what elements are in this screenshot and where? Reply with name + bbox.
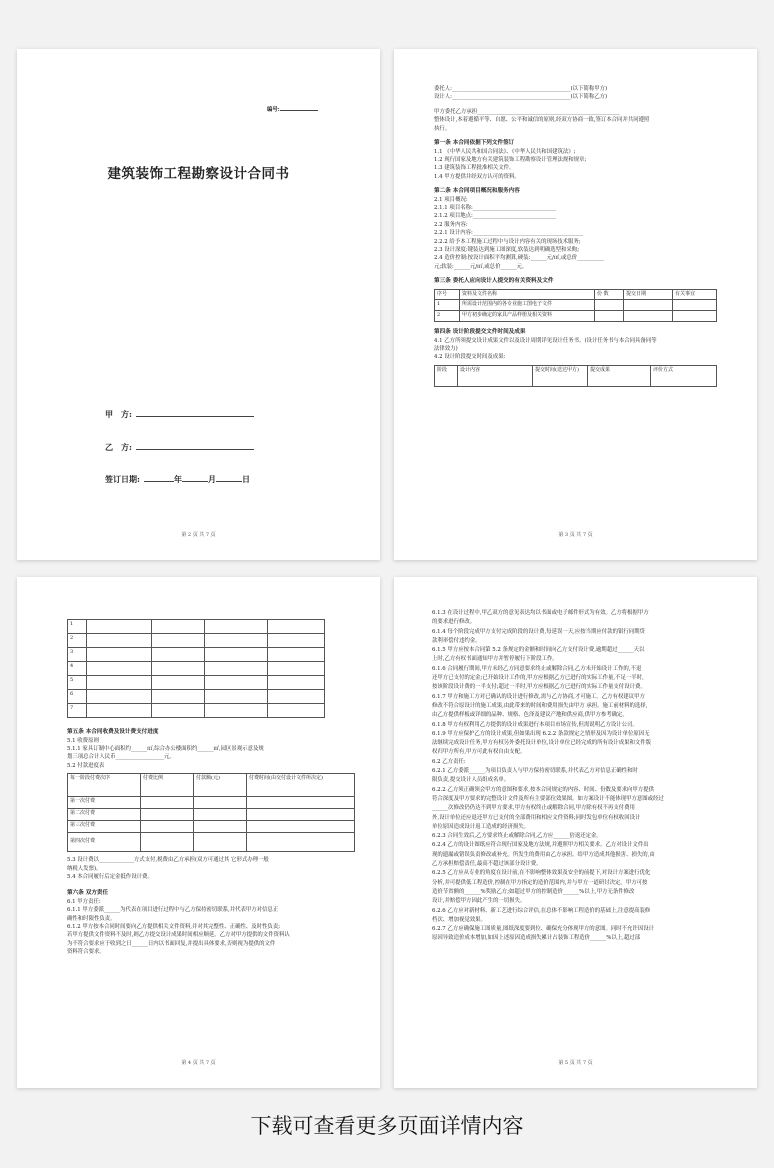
table-cell: 所需设计范围内的各专业施工图电子文件 — [460, 300, 595, 311]
text-line: 档次、增加视觉效果。 — [432, 916, 486, 923]
table-row — [68, 676, 325, 690]
table-cell — [87, 676, 152, 690]
text-line: 设计人:____________________________________________(以下简称乙方) — [434, 94, 608, 101]
payment-table — [67, 773, 355, 852]
table-cell: 1 — [435, 300, 460, 311]
table-cell: 甲方初步确定的家具产品样册及相关资料 — [460, 311, 595, 322]
table-row — [68, 690, 325, 704]
table-cell — [205, 676, 268, 690]
table-cell — [141, 797, 194, 809]
text-line: 6.1.8 甲方有权利用乙方提供的设计成果进行本项目市场宣传,但需说明乙方设计公司。 — [432, 721, 638, 728]
table-row — [435, 311, 717, 322]
table-cell — [673, 311, 717, 322]
table-cell — [673, 300, 717, 311]
text-line: 权归甲方所有,甲方可此有权自由支配。 — [432, 749, 526, 756]
table-cell — [141, 833, 194, 852]
text-line: 2.2.1 设计内容:_________________________________________ — [434, 230, 584, 237]
table-header-cell: 提交时间(送达甲方) — [533, 365, 588, 386]
text-line: 5.1.1 家具订制中心面积约______㎡,综合办公楼面积约______㎡,园区景观示意及规 — [67, 746, 264, 753]
table-cell — [141, 821, 194, 833]
table-cell — [205, 648, 268, 662]
table-row — [68, 809, 355, 821]
text-line: 乙方承担赔偿责任,最高不超过该部分设计费。 — [432, 861, 542, 868]
text-line: 6.1.9 甲方应保护乙方的设计成果,但如果出现 6.2.2 条款规定之情形及因为设计单位原因无 — [432, 730, 650, 737]
document-page-2 — [394, 49, 757, 560]
table-header-row — [68, 774, 355, 797]
text-line: 4.1 乙方所须提交设计成果文件以及设计周期详见设计任务书。(设计任务书与本合同具备同等 — [434, 337, 657, 344]
table-row — [68, 662, 325, 676]
table-header-cell: 序号 — [435, 289, 460, 300]
table-row — [68, 620, 325, 634]
text-line: 6.1.7 甲方和施工方对已确认的设计进行修改,需与乙方协商,才可施工。乙方有权建议甲方 — [432, 693, 645, 700]
text-line: 款利率偿付违约金。 — [432, 637, 481, 644]
text-line: 6.1.2 甲方按本合同时间要向乙方提供相关文件资料,并对其完整性、正确性、及时性负责; — [67, 924, 281, 931]
table-cell: 6 — [68, 690, 87, 704]
table-cell — [247, 809, 355, 821]
section-title: 第四条 设计阶段提交文件时间及成果 — [434, 328, 526, 335]
table-cell — [87, 662, 152, 676]
table-cell — [205, 634, 268, 648]
section-title: 第一条 本合同依据下列文件签订 — [434, 139, 515, 146]
table-cell: 2 — [68, 634, 87, 648]
section-title: 第六条 双方责任 — [67, 890, 109, 897]
text-line: 2.1.2 项目地点:_______________________________ — [434, 213, 557, 220]
table-header-cell: 付费时间(由交付设计文件所决定) — [247, 774, 355, 797]
text-line: 执行。 — [434, 125, 451, 132]
table-cell: 4 — [68, 662, 87, 676]
table-cell — [247, 833, 355, 852]
table-cell: 第三次付费 — [68, 821, 141, 833]
table-cell — [624, 300, 673, 311]
text-line: 6.1.1 甲方委派______为代表在项目进行过程中与乙方保持密切联系,并代表甲方对信息正 — [67, 907, 279, 914]
table-cell: 第一次付费 — [68, 797, 141, 809]
text-line: 1.4 甲方提供并经双方认可的资料。 — [434, 173, 520, 180]
text-line: ______次修改仍仍达不到甲方要求,甲方有权终止或解除合同,甲方除有权不再支付费用 — [432, 805, 635, 812]
text-line: 若甲方提供文件资料不及时,则乙方提交设计成果时间相应顺延。乙方对甲方提供的文件资料认 — [67, 932, 290, 939]
text-line: 6.2.4 乙方的设计图纸应符合现行国家及地方法规,并遵照甲方相关要求。乙方对设计文件出 — [432, 842, 649, 849]
table-cell — [595, 311, 624, 322]
text-line: 2.2 服务内容: — [434, 221, 468, 228]
table-cell: 5 — [68, 676, 87, 690]
table-row — [68, 833, 355, 852]
page3-body — [67, 619, 335, 957]
text-line: 2.3 设计深度:键装达到施工图深度,软装达到明确选型和采购; — [434, 246, 580, 253]
table-cell: 7 — [68, 704, 87, 718]
table-cell — [152, 704, 205, 718]
table-cell — [268, 648, 325, 662]
text-line: 6.1 甲方责任: — [67, 898, 101, 905]
text-line: 4.2 设计阶段提交时间及成果: — [434, 354, 506, 361]
table-cell — [87, 690, 152, 704]
table-cell — [152, 634, 205, 648]
text-line: 6.2 乙方责任: — [432, 758, 466, 765]
table-cell — [152, 690, 205, 704]
stage-table-continued — [67, 619, 325, 718]
document-page-3 — [17, 577, 380, 1088]
text-line: 划三项总合计人民币__________________元。 — [67, 754, 175, 761]
text-line: 外,设计单位还应退还甲方已支付的全部费用和相应文件资料;同时发包单位有权收回设计 — [432, 814, 641, 821]
table-cell — [152, 648, 205, 662]
section-title: 第五条 本合同收费及设计费支付进度 — [67, 729, 159, 735]
table-cell — [268, 662, 325, 676]
table-cell — [141, 809, 194, 821]
table-row — [435, 300, 717, 311]
table-cell — [595, 300, 624, 311]
text-line: 纳税人发票)。 — [67, 865, 102, 872]
page-footer: 第 5 页 共 7 页 — [558, 1060, 593, 1066]
table-row — [68, 704, 325, 718]
table-cell — [205, 690, 268, 704]
table-cell: 2 — [435, 311, 460, 322]
section-title: 第二条 本合同项目概况和服务内容 — [434, 188, 520, 195]
text-line: 6.2.7 乙方应确保施工图质量,图纸深度要到位、确保充分体现甲方的意图。同时不允许因设计 — [432, 926, 654, 933]
page-footer: 第 4 页 共 7 页 — [181, 1060, 216, 1066]
text-line: 法律效力) — [434, 346, 458, 352]
page-footer: 第 3 页 共 7 页 — [558, 532, 593, 538]
table-cell — [194, 833, 247, 852]
text-line: 5.3 设计费以_____________方式支付,税费由乙方承担(双方可通过其 它形式办理一般 — [67, 857, 269, 864]
text-line: 单位原因造成设计返工造成的经济损失。 — [432, 823, 530, 830]
table-cell — [268, 676, 325, 690]
table-cell — [268, 634, 325, 648]
table-cell — [87, 620, 152, 634]
table-cell — [87, 704, 152, 718]
table-header-cell: 提交日期 — [624, 289, 673, 300]
table-cell — [205, 662, 268, 676]
table-header-cell: 提交成果 — [588, 365, 651, 386]
text-line: 分析,并可提供低工程造价,控制在甲方指定的造价范围内,并与甲方一道研讨决定。甲方可按 — [432, 879, 648, 886]
text-line: 2.2.2 给予本工程施工过程中与设计内容有关的现场技术服务; — [434, 238, 581, 245]
download-more-prompt[interactable]: 下载可查看更多页面详情内容 — [250, 1114, 524, 1138]
table-cell — [152, 676, 205, 690]
text-line: 甲方委托乙方承担_____________________________________________________ — [434, 108, 620, 115]
text-line: 元;软装:______元/㎡,或总价______元。 — [434, 263, 528, 270]
table-cell — [247, 821, 355, 833]
text-line: 现的遗漏或错误负责修改或补充。所发生的费用由乙方承担。给甲方造成其他损害、损失的,由 — [432, 851, 655, 858]
text-line: 6.1.3 在设计过程中,甲乙双方的意见表达均以书面或电子邮件形式为有效。乙方将根据甲方 — [432, 610, 649, 616]
table-header-cell: 设计内容 — [458, 365, 533, 386]
text-line: 委托人:____________________________________________(以下简称甲方) — [434, 86, 608, 92]
text-line: 1.1 《中华人民共和国合同法》、《中华人民共和国建筑法》; — [434, 148, 576, 155]
text-line: 确性和时限性负责。 — [67, 915, 116, 922]
table-cell — [624, 311, 673, 322]
text-line: 上时,乙方有权书面通知甲方并暂停履行下阶段工作。 — [432, 656, 558, 663]
text-line: 6.1.5 甲方应按本合同第 5.2 条规定的金额和时间向乙方支付设计费,逾期超过______天以 — [432, 647, 645, 654]
table-row — [68, 648, 325, 662]
text-line: 1.3 建筑装饰工程批准相关文件。 — [434, 165, 515, 172]
section-title: 第三条 委托人应向设计人提交的有关资料及文件 — [434, 278, 554, 285]
party-b-row — [105, 442, 254, 453]
table-cell — [205, 704, 268, 718]
table-header-cell: 付费比例 — [141, 774, 194, 797]
text-line: 1.2 现行国家及地方有关建筑装饰工程勘察设计管理法规和规章; — [434, 156, 587, 163]
table-cell — [194, 821, 247, 833]
table-header-cell: 每一阶段付费次序 — [68, 774, 141, 797]
table-cell — [152, 620, 205, 634]
sign-date-row — [105, 474, 250, 485]
table-cell — [205, 620, 268, 634]
text-line: 6.2.2 乙方须正确领会甲方的意图和要求,按本合同规定的内容、时间、份数及要求向甲方提供 — [432, 786, 654, 793]
text-line: 6.1.4 每个阶段完成甲方支付完成阶段的设计费,每延误一天,应按当期应付款的银行同期贷 — [432, 628, 645, 635]
page-title: 建筑装饰工程勘察设计合同书 — [107, 166, 290, 182]
party-a-label: 甲 方: — [105, 409, 132, 419]
document-page-4 — [394, 577, 757, 1088]
table-header-cell: 评价方式 — [651, 365, 717, 386]
table-cell — [268, 704, 325, 718]
table-cell — [268, 620, 325, 634]
text-line: 符合深度及甲方要求的完整设计文件及所有主要部位效果图。如方案设计不能体现甲方意图或经过 — [432, 795, 664, 802]
document-page-cover — [17, 49, 380, 560]
text-line: 法继续完成设计任务,甲方有权另外委托设计单位,设计单位已经完成的所有设计成果和文件版 — [432, 740, 652, 747]
table-cell — [87, 648, 152, 662]
text-line: 由乙方提供样板或详细的品种、规格、色泽及建议产地和供应商,供甲方参考确定。 — [432, 712, 628, 719]
text-line: 限负责,提交设计人员组成名单。 — [432, 777, 510, 784]
page4-body — [432, 609, 724, 944]
table-cell — [87, 634, 152, 648]
table-header-cell: 付款额(元) — [194, 774, 247, 797]
text-line: 按该阶段设计费的一半支付;超过一半时,甲方应根据乙方已进行的实际工作量支付设计费。 — [432, 684, 646, 691]
page-footer: 第 2 页 共 7 页 — [181, 532, 216, 538]
table-header-cell: 阶段 — [435, 365, 458, 386]
text-line: 6.1.6 合同履行期间,甲方未经乙方同意要求终止或解除合同,乙方未开始设计工作的,不退 — [432, 665, 642, 672]
text-line: 资料符合要求。 — [67, 949, 105, 956]
text-line: 6.2.5 乙方应从专业的角度在设计前,在不影响整体效果及安全的前提下,对设计方案进行优化 — [432, 870, 651, 877]
text-line: 修改不符合原设计的施工成果,由此带来的时间和费用损失由甲方 承担。施工前材料的选择, — [432, 702, 648, 709]
table-cell: 1 — [68, 620, 87, 634]
table-header-row — [435, 289, 717, 300]
table-header-row — [435, 365, 717, 386]
table-cell — [268, 690, 325, 704]
year-label: 年 — [173, 474, 182, 484]
text-line: 5.1 收费原则 — [67, 737, 99, 744]
table-row — [68, 821, 355, 833]
table-row — [68, 634, 325, 648]
page2-body — [434, 85, 724, 387]
text-line: 原因导致造价成本增加,如因上述原因造成损失累计占装饰工程造价______%以上,超过部 — [432, 935, 641, 942]
table-row — [68, 797, 355, 809]
contract-number-label: 编号: — [267, 107, 280, 113]
table-header-cell: 有关事宜 — [673, 289, 717, 300]
table-cell — [152, 662, 205, 676]
party-a-row — [105, 409, 254, 420]
text-line: 造价节省额的______%奖励乙方;如超过甲方的控制造价______%以上,甲方无条件修改 — [432, 888, 635, 895]
table-header-cell: 份 数 — [595, 289, 624, 300]
table-cell — [194, 797, 247, 809]
sign-date-label: 签订日期: — [105, 474, 140, 484]
table-cell — [194, 809, 247, 821]
text-line: 6.2.1 乙方委派______为项目负责人与甲方保持密切联系,并代表乙方对信息正确性和时 — [432, 768, 638, 775]
text-line: 设计,并赔偿甲方因此产生的一切损失。 — [432, 898, 526, 905]
text-line: 的要求进行修改。 — [432, 619, 476, 626]
text-line: 5.2 付款进度表 — [67, 762, 105, 769]
stage-table — [434, 365, 717, 387]
table-cell: 第二次付费 — [68, 809, 141, 821]
text-line: 6.2.3 合同生效后,乙方要求终止或解除合同,乙方应______倍返还定金。 — [432, 833, 602, 840]
day-label: 日 — [241, 474, 250, 484]
text-line: 为不符合要求应于收到之日______日内以书面回复,并提出具体要求,否则视为提供的文件 — [67, 940, 276, 947]
table-cell: 第四次付费 — [68, 833, 141, 852]
text-line: 整体设计,本着遵循平等、自愿、公平和诚信的原则,经双方协商一致,签订本合同并共同遵照 — [434, 117, 650, 124]
table-cell — [247, 797, 355, 809]
contract-number — [267, 105, 318, 114]
table-cell: 3 — [68, 648, 87, 662]
text-line: 2.1 项目概况: — [434, 196, 468, 203]
table-header-cell: 资料及文件名称 — [460, 289, 595, 300]
text-line: 2.4 造价控制:按设计面积平均测算,硬装:______元/㎡,或总价__________ — [434, 255, 605, 262]
party-b-label: 乙 方: — [105, 442, 132, 452]
text-line: 6.2.6 乙方应对新材料、新工艺进行综合评估,在总体不影响工程造价的基础上,注意提高装修 — [432, 907, 651, 914]
text-line: 5.4 本合同履行后定金抵作设计费。 — [67, 873, 153, 880]
materials-table — [434, 289, 717, 322]
month-label: 月 — [207, 474, 216, 484]
text-line: 还甲方已支付的定金;已开始设计工作的,甲方应根据乙方已进行的实际工作量,不足一半时, — [432, 675, 644, 682]
text-line: 2.1.1 项目名称:_______________________________ — [434, 205, 557, 212]
